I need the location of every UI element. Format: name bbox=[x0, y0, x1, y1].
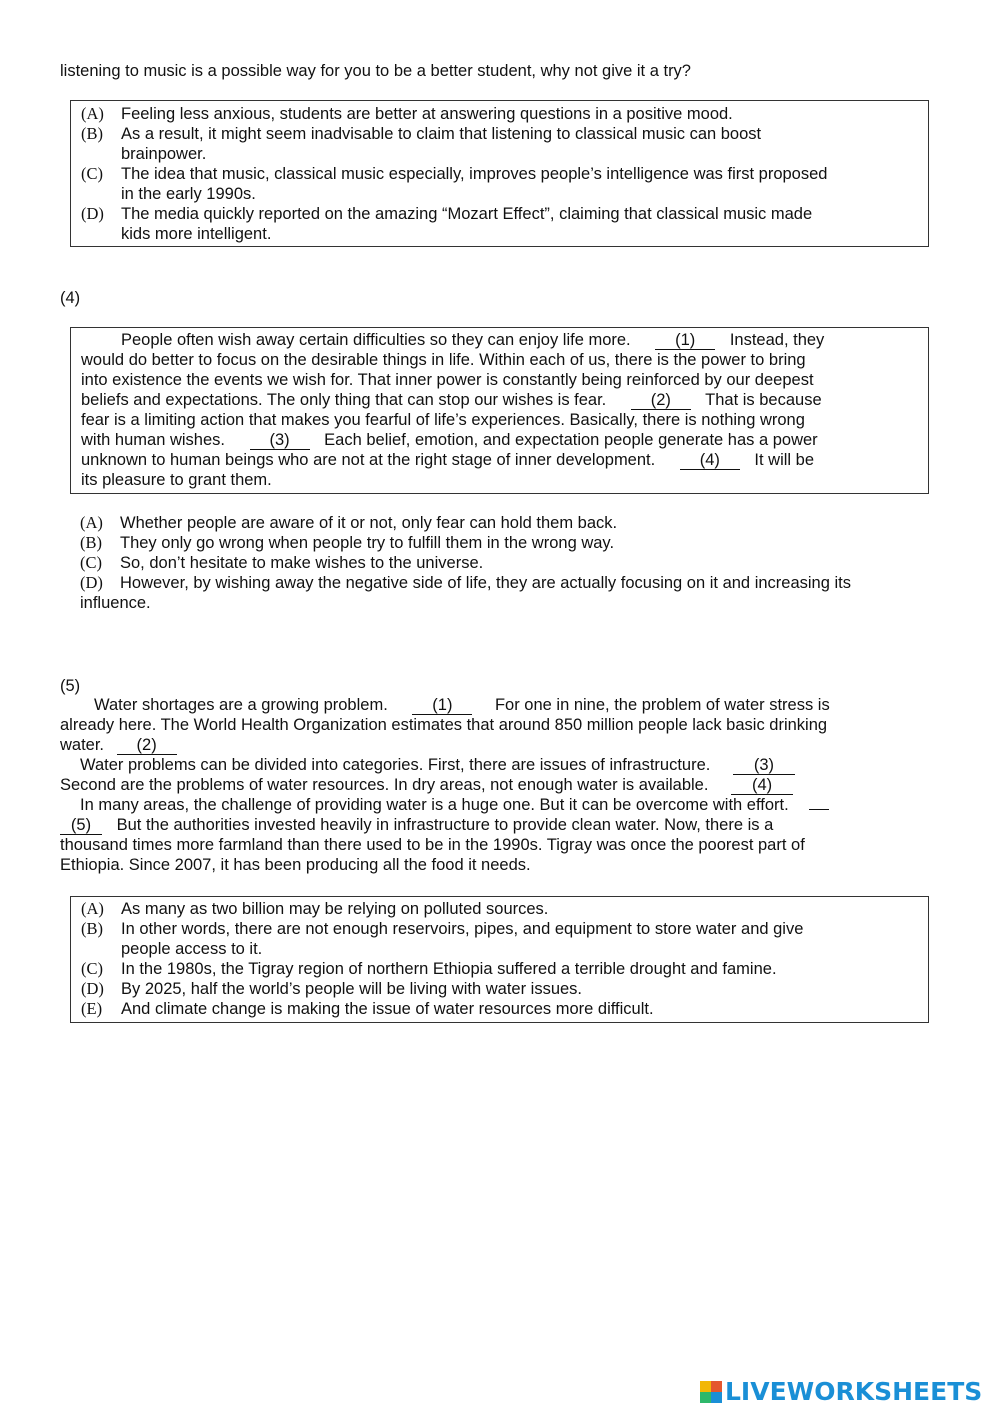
logo-tile bbox=[700, 1381, 711, 1392]
option-text: So, don’t hesitate to make wishes to the universe. bbox=[120, 554, 484, 572]
option-a bbox=[81, 899, 918, 919]
option-text: Feeling less anxious, students are better at answering questions in a positive mood. bbox=[121, 105, 733, 123]
options-box-1 bbox=[70, 100, 929, 247]
option-letter: (C) bbox=[81, 959, 103, 978]
passage-text: Water problems can be divided into categories. First, there are issues of infrastructure. bbox=[80, 756, 711, 774]
passage-text: into existence the events we wish for. That inner power is constantly being reinforced by our deepest bbox=[81, 371, 814, 389]
option-text: They only go wrong when people try to fulfill them in the wrong way. bbox=[120, 534, 615, 552]
option-text: By 2025, half the world’s people will be living with water issues. bbox=[121, 980, 583, 998]
option-letter: (E) bbox=[81, 999, 103, 1018]
option-text: And climate change is making the issue of water resources more difficult. bbox=[121, 1000, 654, 1018]
option-letter: (D) bbox=[81, 204, 104, 223]
blank-3[interactable]: (3) bbox=[250, 431, 310, 450]
section-4-options bbox=[80, 513, 940, 613]
brand-text: LIVEWORKSHEETS bbox=[725, 1377, 983, 1406]
passage-text: would do better to focus on the desirable things in life. Within each of us, there is the power to bring bbox=[81, 351, 806, 369]
option-d bbox=[81, 204, 918, 244]
passage-text: Water shortages are a growing problem. bbox=[94, 696, 388, 714]
option-e bbox=[81, 999, 918, 1019]
passage-text: water. bbox=[60, 736, 105, 754]
passage-text: Each belief, emotion, and expectation people generate has a power bbox=[324, 431, 818, 449]
option-a bbox=[80, 513, 940, 533]
passage-text: People often wish away certain difficulties so they can enjoy life more. bbox=[121, 331, 631, 349]
passage-text: Instead, they bbox=[729, 331, 825, 349]
option-text: In other words, there are not enough reservoirs, pipes, and equipment to store water and give bbox=[121, 920, 804, 938]
option-text: The idea that music, classical music especially, improves people’s intelligence was first proposed bbox=[121, 165, 828, 183]
logo-tile bbox=[711, 1392, 722, 1403]
passage-text: unknown to human beings who are not at the right stage of inner development. bbox=[81, 451, 656, 469]
option-text-cont: kids more intelligent. bbox=[121, 225, 272, 243]
option-b bbox=[80, 533, 940, 553]
blank-4[interactable]: (4) bbox=[731, 776, 793, 795]
option-letter: (D) bbox=[81, 979, 104, 998]
option-letter: (D) bbox=[80, 573, 103, 592]
option-letter: (A) bbox=[81, 104, 104, 123]
passage-text: Second are the problems of water resources. In dry areas, not enough water is available. bbox=[60, 776, 709, 794]
option-text: However, by wishing away the negative side of life, they are actually focusing on it and increasing its bbox=[120, 574, 851, 592]
section-5-label: (5) bbox=[60, 677, 81, 695]
passage-text: Ethiopia. Since 2007, it has been producing all the food it needs. bbox=[60, 856, 531, 874]
blank-4[interactable]: (4) bbox=[680, 451, 740, 470]
option-text: In the 1980s, the Tigray region of northern Ethiopia suffered a terrible drought and famine. bbox=[121, 960, 777, 978]
option-a bbox=[81, 104, 918, 124]
blank-2[interactable]: (2) bbox=[117, 736, 177, 755]
option-letter: (A) bbox=[81, 899, 104, 918]
passage-text: with human wishes. bbox=[81, 431, 225, 449]
liveworksheets-logo bbox=[700, 1376, 992, 1408]
passage-text: its pleasure to grant them. bbox=[81, 471, 272, 489]
option-text: Whether people are aware of it or not, only fear can hold them back. bbox=[120, 514, 618, 532]
passage-text: That is because bbox=[705, 391, 822, 409]
option-text: As a result, it might seem inadvisable to claim that listening to classical music can boost bbox=[121, 125, 762, 143]
blank-1[interactable]: (1) bbox=[412, 696, 472, 715]
option-c bbox=[81, 959, 918, 979]
option-letter: (B) bbox=[81, 919, 103, 938]
passage-text: It will be bbox=[754, 451, 815, 469]
intro-line: listening to music is a possible way for you to be a better student, why not give it a try? bbox=[60, 62, 691, 80]
blank-1[interactable]: (1) bbox=[655, 331, 715, 350]
option-text-cont: in the early 1990s. bbox=[121, 185, 256, 203]
option-d bbox=[80, 573, 940, 593]
passage-box-4 bbox=[70, 327, 929, 494]
section-4-label: (4) bbox=[60, 289, 81, 307]
logo-tile bbox=[711, 1381, 722, 1392]
option-text: As many as two billion may be relying on polluted sources. bbox=[121, 900, 549, 918]
passage-text: thousand times more farmland than there used to be in the 1990s. Tigray was once the poorest part of bbox=[60, 836, 805, 854]
option-text-cont: brainpower. bbox=[121, 145, 207, 163]
option-text: The media quickly reported on the amazing “Mozart Effect”, claiming that classical music made bbox=[121, 205, 813, 223]
option-letter: (B) bbox=[80, 533, 102, 552]
option-letter: (C) bbox=[80, 553, 102, 572]
option-text-cont: influence. bbox=[80, 594, 151, 612]
blank-5[interactable]: (5) bbox=[60, 816, 102, 835]
option-b bbox=[81, 919, 918, 959]
passage-text: For one in nine, the problem of water stress is bbox=[494, 696, 830, 714]
option-b bbox=[81, 124, 918, 164]
blank-2[interactable]: (2) bbox=[631, 391, 691, 410]
passage-text: In many areas, the challenge of providing water is a huge one. But it can be overcome with effort. bbox=[80, 796, 789, 814]
option-letter: (C) bbox=[81, 164, 103, 183]
blank-3[interactable]: (3) bbox=[733, 756, 795, 775]
option-text-cont: people access to it. bbox=[121, 940, 263, 958]
option-c bbox=[81, 164, 918, 204]
live-icon bbox=[700, 1381, 722, 1403]
option-d bbox=[81, 979, 918, 999]
options-box-5 bbox=[70, 896, 929, 1023]
passage-text: But the authorities invested heavily in infrastructure to provide clean water. Now, there is a bbox=[116, 816, 774, 834]
logo-tile bbox=[700, 1392, 711, 1403]
passage-text: fear is a limiting action that makes you fearful of life’s experiences. Basically, there is nothing wrong bbox=[81, 411, 805, 429]
option-c bbox=[80, 553, 940, 573]
passage-text: already here. The World Health Organization estimates that around 850 million people lack basic drinking bbox=[60, 716, 828, 734]
passage-text: beliefs and expectations. The only thing that can stop our wishes is fear. bbox=[81, 391, 607, 409]
passage-5 bbox=[60, 695, 940, 875]
option-letter: (B) bbox=[81, 124, 103, 143]
blank-5-start bbox=[809, 809, 829, 810]
option-letter: (A) bbox=[80, 513, 103, 532]
